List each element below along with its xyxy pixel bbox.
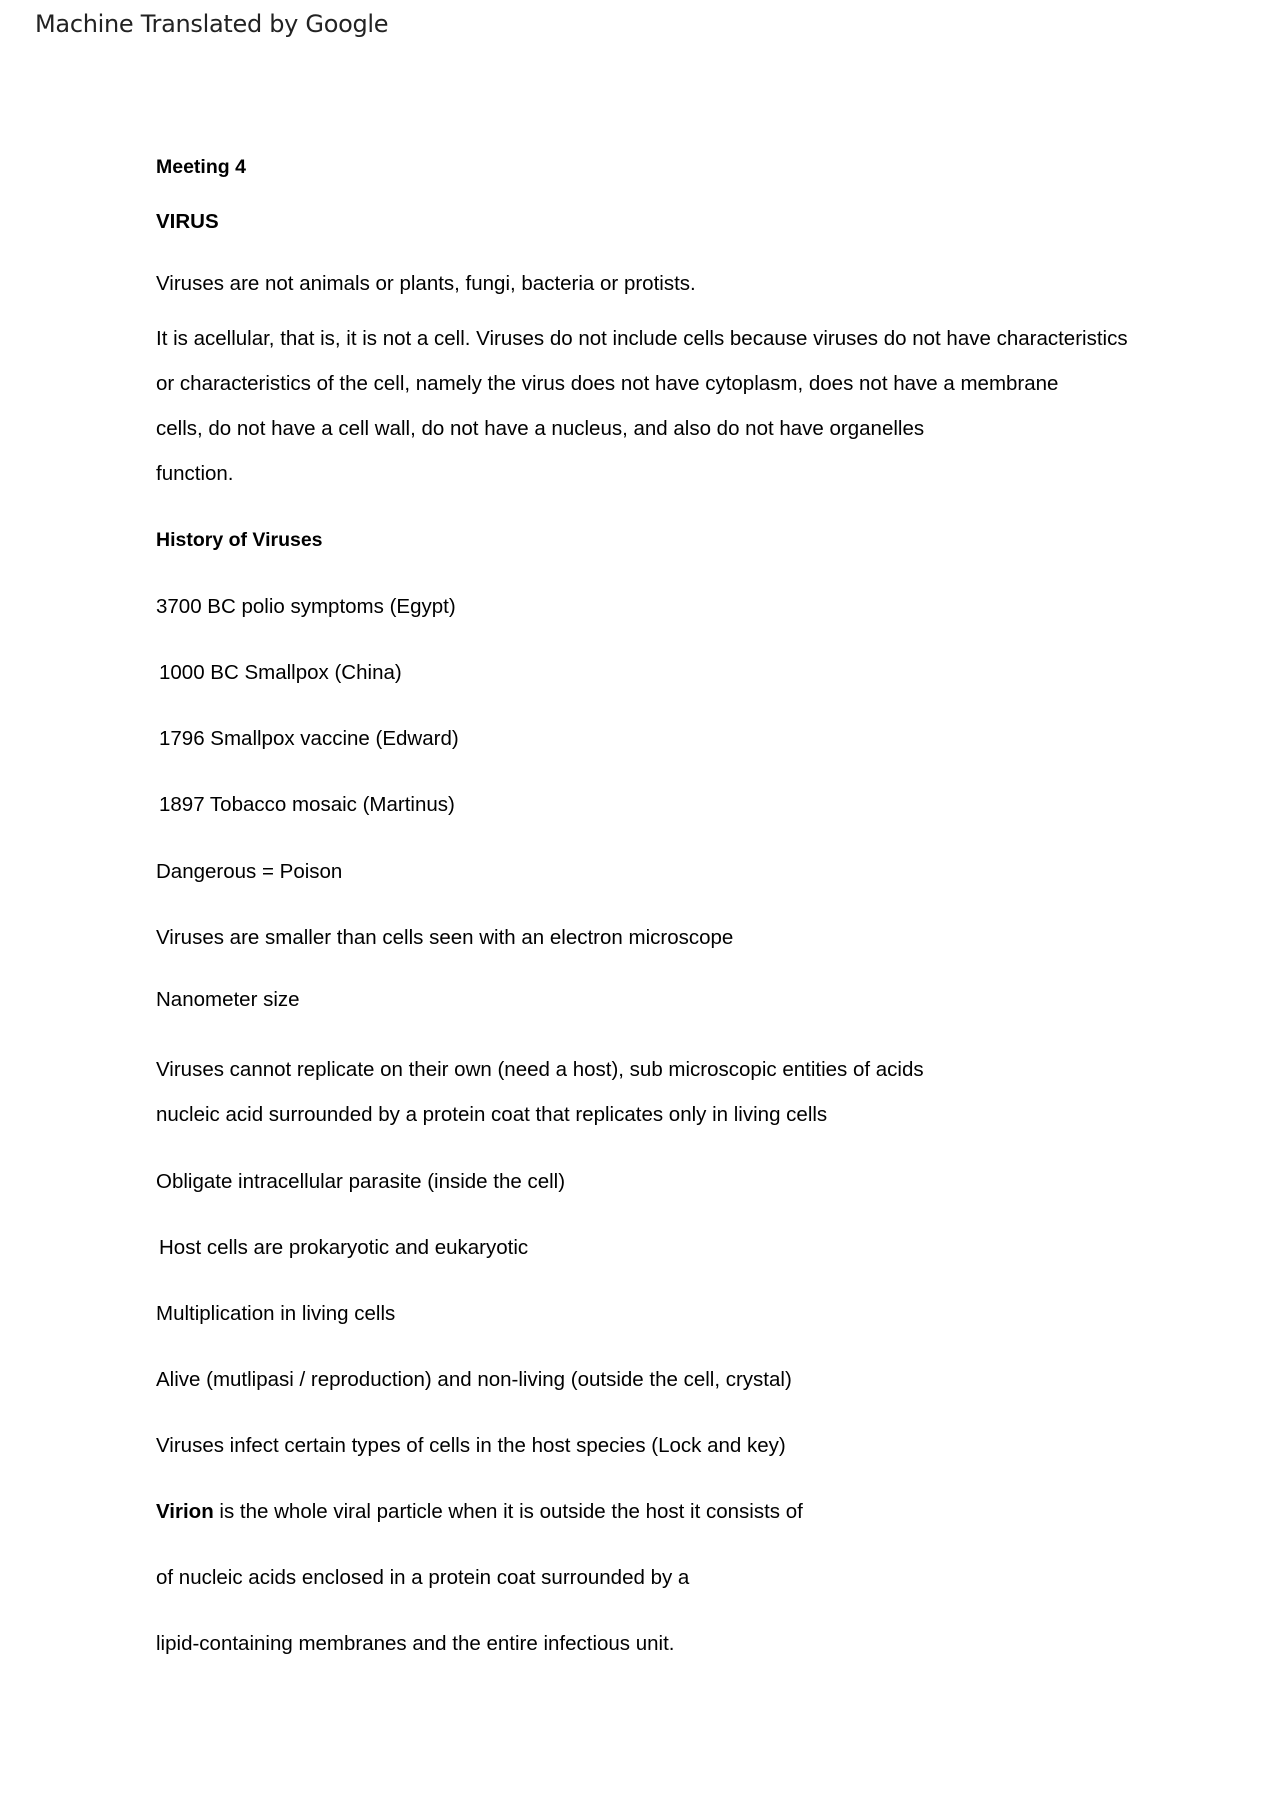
acellular-line: or characteristics of the cell, namely the virus does not have cytoplasm, does not have a membrane xyxy=(156,372,1059,395)
virion-line-3: lipid-containing membranes and the entire infectious unit. xyxy=(156,1632,675,1655)
acellular-line: function. xyxy=(156,462,234,485)
multiplication-line: Multiplication in living cells xyxy=(156,1302,396,1325)
history-item: 1000 BC Smallpox (China) xyxy=(159,661,402,684)
virion-line xyxy=(156,1502,803,1523)
replicate-line: Viruses cannot replicate on their own (need a host), sub microscopic entities of acids xyxy=(156,1058,924,1081)
virion-definition: is the whole viral particle when it is outside the host it consists of xyxy=(213,1500,803,1523)
intro-paragraph: Viruses are not animals or plants, fungi, bacteria or protists. xyxy=(156,272,696,295)
virion-term: Virion xyxy=(156,1500,214,1523)
acellular-line: It is acellular, that is, it is not a cell. Viruses do not include cells because viruses do not have characteristics xyxy=(156,327,1128,350)
machine-translation-banner: Machine Translated by Google xyxy=(35,10,389,38)
replicate-line: nucleic acid surrounded by a protein coat that replicates only in living cells xyxy=(156,1103,828,1126)
history-heading: History of Viruses xyxy=(156,529,323,551)
smaller-line: Viruses are smaller than cells seen with an electron microscope xyxy=(156,926,734,949)
history-item: 1897 Tobacco mosaic (Martinus) xyxy=(159,793,455,816)
history-item: 3700 BC polio symptoms (Egypt) xyxy=(156,595,456,618)
meeting-heading: Meeting 4 xyxy=(156,156,246,178)
alive-line: Alive (mutlipasi / reproduction) and non-living (outside the cell, crystal) xyxy=(156,1368,792,1391)
history-item: 1796 Smallpox vaccine (Edward) xyxy=(159,727,459,750)
obligate-line: Obligate intracellular parasite (inside the cell) xyxy=(156,1170,566,1193)
host-cells-line: Host cells are prokaryotic and eukaryotic xyxy=(159,1236,529,1259)
nanometer-line: Nanometer size xyxy=(156,988,300,1011)
acellular-line: cells, do not have a cell wall, do not have a nucleus, and also do not have organelles xyxy=(156,417,925,440)
dangerous-line: Dangerous = Poison xyxy=(156,860,343,883)
infect-line: Viruses infect certain types of cells in the host species (Lock and key) xyxy=(156,1434,786,1457)
virion-line-2: of nucleic acids enclosed in a protein coat surrounded by a xyxy=(156,1566,690,1589)
virus-heading: VIRUS xyxy=(156,210,219,233)
